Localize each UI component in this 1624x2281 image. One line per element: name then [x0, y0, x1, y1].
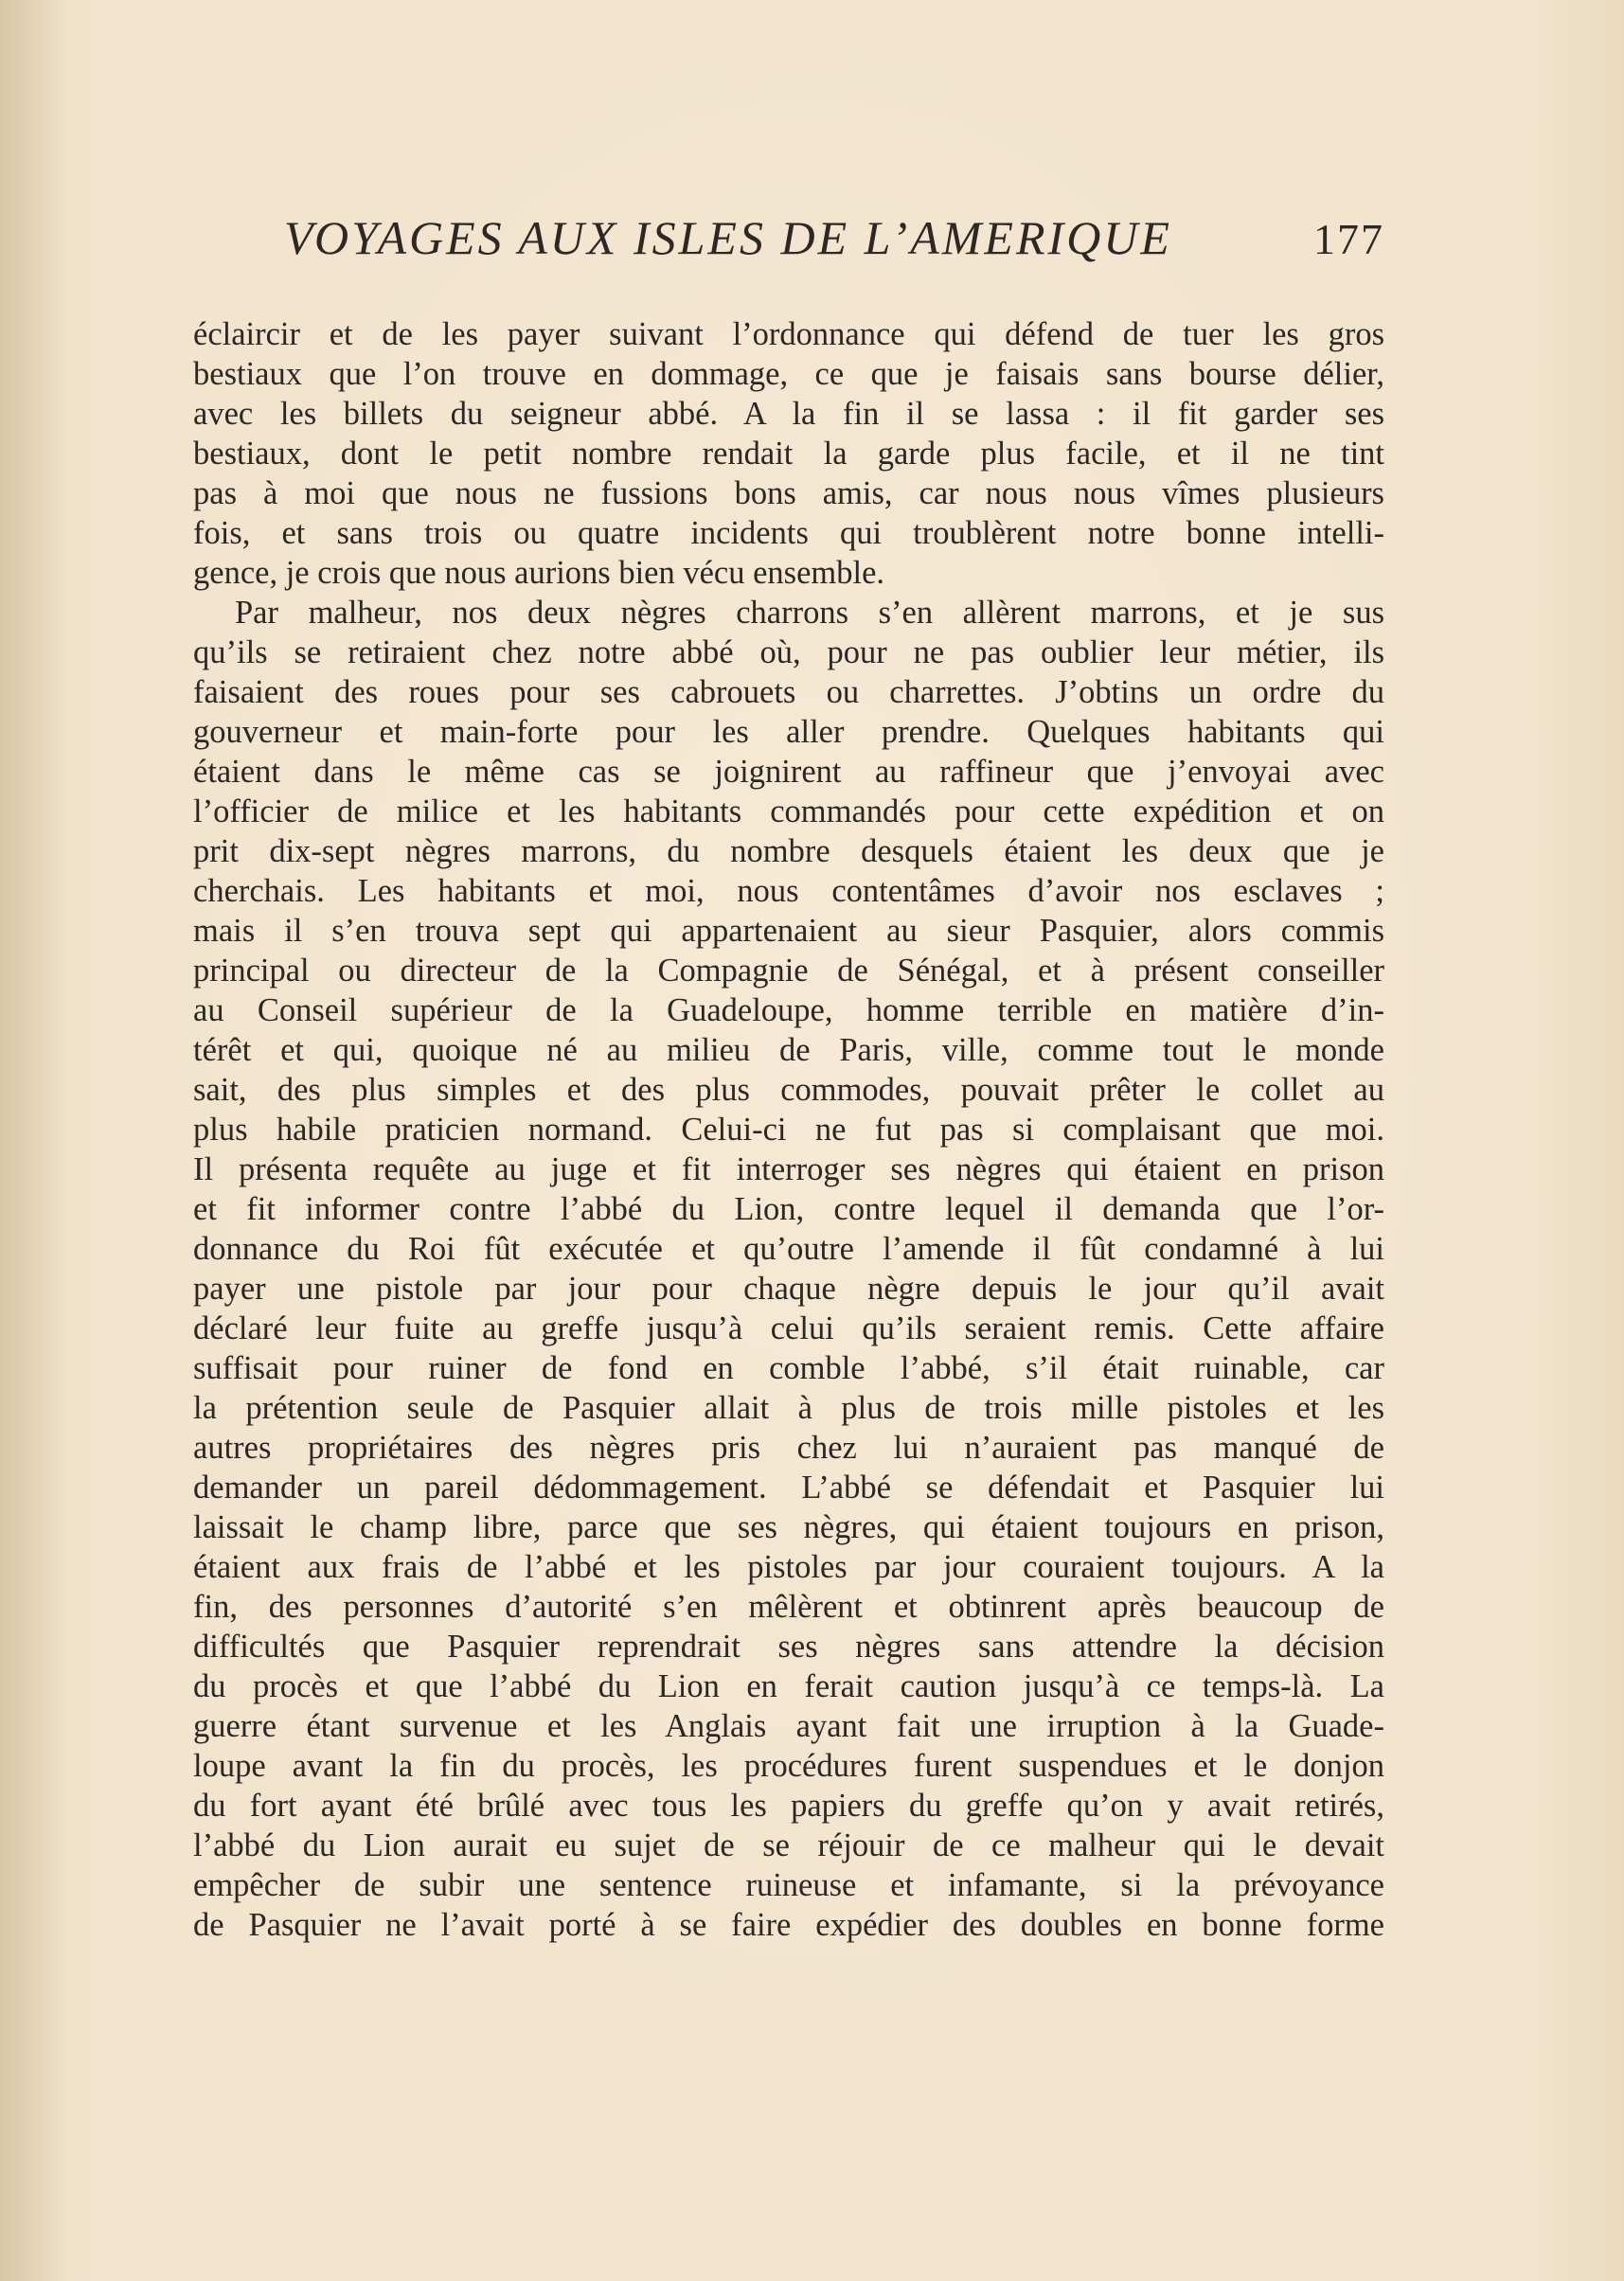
text-line: faisaient des roues pour ses cabrouets ou charrettes. J’obtins un ordre du	[193, 674, 1384, 710]
text-line: l’officier de milice et les habitants commandés pour cette expédition et on	[193, 793, 1384, 829]
text-line: pas à moi que nous ne fussions bons amis, car nous nous vîmes plusieurs	[193, 475, 1384, 511]
text-line: qu’ils se retiraient chez notre abbé où, pour ne pas oublier leur métier, ils	[193, 634, 1384, 670]
text-line: loupe avant la fin du procès, les procédures furent suspendues et le donjon	[193, 1748, 1384, 1784]
text-line: fin, des personnes d’autorité s’en mêlèrent et obtinrent après beaucoup de	[193, 1589, 1384, 1625]
page-number: 177	[1313, 215, 1384, 263]
text-line: du fort ayant été brûlé avec tous les papiers du greffe qu’on y avait retirés,	[193, 1788, 1384, 1824]
text-line: Par malheur, nos deux nègres charrons s’en allèrent marrons, et je sus	[235, 595, 1384, 631]
text-line: empêcher de subir une sentence ruineuse et infamante, si la prévoyance	[193, 1867, 1384, 1903]
text-line: guerre étant survenue et les Anglais ayant fait une irruption à la Guade-	[193, 1708, 1384, 1744]
text-line: autres propriétaires des nègres pris chez lui n’auraient pas manqué de	[193, 1430, 1384, 1466]
text-line: fois, et sans trois ou quatre incidents qui troublèrent notre bonne intelli-	[193, 515, 1384, 551]
text-line: prit dix-sept nègres marrons, du nombre desquels étaient les deux que je	[193, 833, 1384, 869]
text-line: térêt et qui, quoique né au milieu de Paris, ville, comme tout le monde	[193, 1032, 1384, 1068]
text-line: au Conseil supérieur de la Guadeloupe, homme terrible en matière d’in-	[193, 992, 1384, 1028]
text-line: demander un pareil dédommagement. L’abbé se défendait et Pasquier lui	[193, 1470, 1384, 1506]
text-line: sait, des plus simples et des plus commodes, pouvait prêter le collet au	[193, 1072, 1384, 1108]
page-header	[284, 210, 1384, 271]
text-line: mais il s’en trouva sept qui appartenaient au sieur Pasquier, alors commis	[193, 913, 1384, 949]
text-line: bestiaux, dont le petit nombre rendait la garde plus facile, et il ne tint	[193, 436, 1384, 472]
text-line: Il présenta requête au juge et fit interroger ses nègres qui étaient en prison	[193, 1151, 1384, 1187]
running-title: VOYAGES AUX ISLES DE L’AMERIQUE	[284, 211, 1172, 264]
text-line: éclaircir et de les payer suivant l’ordonnance qui défend de tuer les gros	[193, 316, 1384, 352]
text-line: payer une pistole par jour pour chaque nègre depuis le jour qu’il avait	[193, 1271, 1384, 1307]
text-line: de Pasquier ne l’avait porté à se faire expédier des doubles en bonne forme	[193, 1907, 1384, 1943]
text-line: plus habile praticien normand. Celui-ci ne fut pas si complaisant que moi.	[193, 1112, 1384, 1148]
text-line: gouverneur et main-forte pour les aller prendre. Quelques habitants qui	[193, 714, 1384, 750]
text-line: étaient aux frais de l’abbé et les pistoles par jour couraient toujours. A la	[193, 1549, 1384, 1585]
text-line: l’abbé du Lion aurait eu sujet de se réjouir de ce malheur qui le devait	[193, 1827, 1384, 1863]
text-line: la prétention seule de Pasquier allait à plus de trois mille pistoles et les	[193, 1390, 1384, 1426]
text-line: bestiaux que l’on trouve en dommage, ce que je faisais sans bourse délier,	[193, 356, 1384, 392]
text-line: avec les billets du seigneur abbé. A la fin il se lassa : il fit garder ses	[193, 396, 1384, 432]
text-line: laissait le champ libre, parce que ses nègres, qui étaient toujours en prison,	[193, 1509, 1384, 1545]
text-line: étaient dans le même cas se joignirent au raffineur que j’envoyai avec	[193, 754, 1384, 790]
text-line: du procès et que l’abbé du Lion en ferait caution jusqu’à ce temps-là. La	[193, 1668, 1384, 1704]
text-line: gence, je crois que nous aurions bien vécu ensemble.	[193, 555, 885, 591]
text-line: et fit informer contre l’abbé du Lion, contre lequel il demanda que l’or-	[193, 1191, 1384, 1227]
text-line: donnance du Roi fût exécutée et qu’outre l’amende il fût condamné à lui	[193, 1231, 1384, 1267]
page-edge-shadow	[0, 0, 66, 2281]
text-line: suffisait pour ruiner de fond en comble l’abbé, s’il était ruinable, car	[193, 1350, 1384, 1386]
body-text	[193, 314, 1384, 1945]
text-line: déclaré leur fuite au greffe jusqu’à celui qu’ils seraient remis. Cette affaire	[193, 1310, 1384, 1346]
text-line: difficultés que Pasquier reprendrait ses nègres sans attendre la décision	[193, 1629, 1384, 1665]
text-line: cherchais. Les habitants et moi, nous contentâmes d’avoir nos esclaves ;	[193, 873, 1384, 909]
text-line: principal ou directeur de la Compagnie de Sénégal, et à présent conseiller	[193, 953, 1384, 989]
